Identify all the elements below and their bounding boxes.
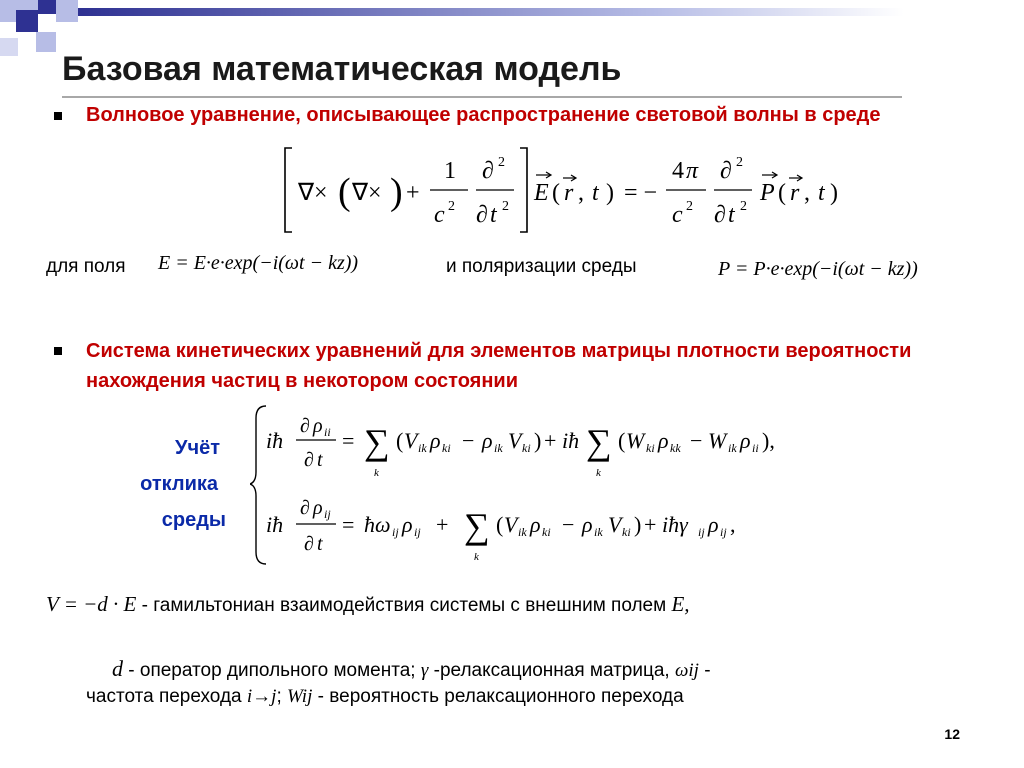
svg-text:r: r xyxy=(790,180,800,206)
bullet-1 xyxy=(54,112,62,120)
svg-text:V: V xyxy=(608,512,622,537)
svg-text:2: 2 xyxy=(448,199,455,214)
svg-text:t: t xyxy=(818,180,825,206)
svg-text:ij: ij xyxy=(414,525,421,539)
svg-text:2: 2 xyxy=(736,155,743,170)
svg-text:c: c xyxy=(434,202,445,228)
svg-text:π: π xyxy=(686,158,699,184)
svg-text:kk: kk xyxy=(670,441,681,455)
svg-text:(: ( xyxy=(778,180,786,206)
svg-text:W: W xyxy=(626,428,645,453)
svg-text:2: 2 xyxy=(686,199,693,214)
semicolon: ; xyxy=(276,686,288,707)
svg-text:): ) xyxy=(634,512,642,537)
svg-text:= −: = − xyxy=(624,180,658,206)
svg-text:): ) xyxy=(606,180,614,206)
kinetic-equations xyxy=(250,404,850,568)
field-label: для поля xyxy=(46,256,126,277)
svg-text:,: , xyxy=(578,180,584,206)
side-note-line-3: среды xyxy=(161,509,226,531)
svg-text:(: ( xyxy=(618,428,626,453)
svg-text:∂: ∂ xyxy=(714,202,726,228)
svg-text:ρ: ρ xyxy=(708,512,719,537)
svg-text:iħ: iħ xyxy=(266,428,284,453)
svg-text:−: − xyxy=(462,428,475,453)
svg-text:ħω: ħω xyxy=(364,512,391,537)
svg-text:V: V xyxy=(504,512,518,537)
svg-text:∇×: ∇× xyxy=(352,180,382,206)
transition-definition xyxy=(86,686,684,708)
omega-text: - xyxy=(698,660,711,681)
svg-text:∑: ∑ xyxy=(586,422,612,462)
svg-text:V: V xyxy=(508,428,522,453)
section1-heading: Волновое уравнение, описывающее распространение световой волны в среде xyxy=(86,104,881,126)
svg-text:ki: ki xyxy=(442,441,451,455)
svg-text:=: = xyxy=(342,512,355,537)
svg-text:ρ: ρ xyxy=(402,512,413,537)
svg-text:∂: ∂ xyxy=(300,415,310,437)
hamiltonian-definition xyxy=(46,592,690,617)
svg-text:(: ( xyxy=(338,171,351,213)
svg-text:4: 4 xyxy=(672,158,684,184)
svg-text:(: ( xyxy=(496,512,504,537)
svg-text:): ) xyxy=(534,428,542,453)
svg-text:∂: ∂ xyxy=(300,497,310,519)
svg-text:ρ: ρ xyxy=(582,512,593,537)
page-number: 12 xyxy=(944,726,960,742)
svg-text:P: P xyxy=(760,180,775,206)
svg-text:−: − xyxy=(690,428,703,453)
w-text: - вероятность релаксационного перехода xyxy=(312,686,684,707)
svg-text:c: c xyxy=(672,202,683,228)
svg-text:ii: ii xyxy=(324,425,331,439)
svg-text:W: W xyxy=(708,428,727,453)
svg-text:t: t xyxy=(592,180,599,206)
v-formula: V = −d · E xyxy=(46,592,137,616)
svg-text:2: 2 xyxy=(502,199,509,214)
gamma-text: -релаксационная матрица, xyxy=(428,660,675,681)
svg-text:2: 2 xyxy=(498,155,505,170)
svg-text:t: t xyxy=(490,202,497,228)
svg-text:∂: ∂ xyxy=(476,202,488,228)
svg-text:,: , xyxy=(730,512,736,537)
svg-text:ij: ij xyxy=(392,525,399,539)
svg-text:∂: ∂ xyxy=(304,533,314,555)
svg-text:+: + xyxy=(544,428,557,453)
side-note xyxy=(110,430,226,538)
svg-text:r: r xyxy=(564,180,574,206)
svg-text:2: 2 xyxy=(740,199,747,214)
svg-text:k: k xyxy=(596,467,601,479)
svg-text:ρ: ρ xyxy=(313,415,323,437)
title-divider xyxy=(62,96,902,98)
svg-text:t: t xyxy=(728,202,735,228)
svg-text:): ) xyxy=(390,171,403,213)
svg-text:ik: ik xyxy=(518,525,527,539)
side-note-line-2: отклика xyxy=(140,473,218,495)
svg-text:ij: ij xyxy=(720,525,727,539)
svg-text:ρ: ρ xyxy=(740,428,751,453)
omega-symbol: ωij xyxy=(674,660,699,681)
svg-text:∑: ∑ xyxy=(364,422,390,462)
svg-text:+: + xyxy=(436,512,449,537)
svg-text:),: ), xyxy=(762,428,775,453)
polarization-expression: P = P·e·exp(−i(ωt − kz)) xyxy=(718,258,918,280)
svg-text:ki: ki xyxy=(542,525,551,539)
svg-text:1: 1 xyxy=(444,158,456,184)
transition-symbol: i→j xyxy=(246,686,277,707)
svg-text:+: + xyxy=(644,512,657,537)
svg-text:ρ: ρ xyxy=(482,428,493,453)
svg-text:ik: ik xyxy=(418,441,427,455)
wave-equation xyxy=(282,142,842,238)
svg-text:ρ: ρ xyxy=(313,497,323,519)
bullet-2 xyxy=(54,347,62,355)
svg-text:∂: ∂ xyxy=(304,449,314,471)
svg-text:k: k xyxy=(474,551,479,563)
svg-text:iħ: iħ xyxy=(266,512,284,537)
field-expression: E = E·e·exp(−i(ωt − kz)) xyxy=(158,252,359,274)
svg-text:∇×: ∇× xyxy=(298,180,328,206)
side-note-line-1: Учёт xyxy=(175,437,220,459)
svg-text:∂: ∂ xyxy=(720,158,732,184)
svg-text:E: E xyxy=(534,180,549,206)
svg-text:iħ: iħ xyxy=(562,428,580,453)
svg-text:ρ: ρ xyxy=(430,428,441,453)
svg-text:ki: ki xyxy=(622,525,631,539)
svg-text:k: k xyxy=(374,467,379,479)
svg-text:(: ( xyxy=(552,180,560,206)
svg-text:t: t xyxy=(317,449,323,471)
svg-text:ρ: ρ xyxy=(658,428,669,453)
polarization-label: и поляризации среды xyxy=(446,256,637,277)
svg-text:ik: ik xyxy=(494,441,503,455)
svg-text:V: V xyxy=(404,428,418,453)
hamiltonian-text: - гамильтониан взаимодействия системы с внешним полем xyxy=(136,595,672,616)
svg-text:ρ: ρ xyxy=(530,512,541,537)
svg-text:,: , xyxy=(804,180,810,206)
svg-text:iħγ: iħγ xyxy=(662,512,688,537)
svg-text:): ) xyxy=(830,180,838,206)
svg-text:ii: ii xyxy=(752,441,759,455)
svg-text:t: t xyxy=(317,533,323,555)
svg-text:∑: ∑ xyxy=(464,506,490,546)
svg-text:−: − xyxy=(562,512,575,537)
svg-text:ik: ik xyxy=(594,525,603,539)
gamma-symbol: γ xyxy=(420,660,429,681)
slide-title: Базовая математическая модель xyxy=(62,50,622,88)
svg-text:ik: ik xyxy=(728,441,737,455)
svg-text:ij: ij xyxy=(324,507,331,521)
dipole-definition xyxy=(112,656,711,682)
svg-text:=: = xyxy=(342,428,355,453)
svg-text:+: + xyxy=(406,180,420,206)
transition-text: частота перехода xyxy=(86,686,247,707)
w-symbol: Wij xyxy=(287,686,313,707)
svg-text:∂: ∂ xyxy=(482,158,494,184)
svg-text:ki: ki xyxy=(522,441,531,455)
section2-heading: Система кинетических уравнений для элементов матрицы плотности вероятности нахождения частиц в некотором состоянии xyxy=(86,340,912,392)
svg-text:(: ( xyxy=(396,428,404,453)
field-symbol: E, xyxy=(671,592,690,616)
svg-text:ki: ki xyxy=(646,441,655,455)
dipole-text: - оператор дипольного момента; xyxy=(123,660,421,681)
svg-text:ij: ij xyxy=(698,525,705,539)
d-symbol: d xyxy=(112,656,123,681)
